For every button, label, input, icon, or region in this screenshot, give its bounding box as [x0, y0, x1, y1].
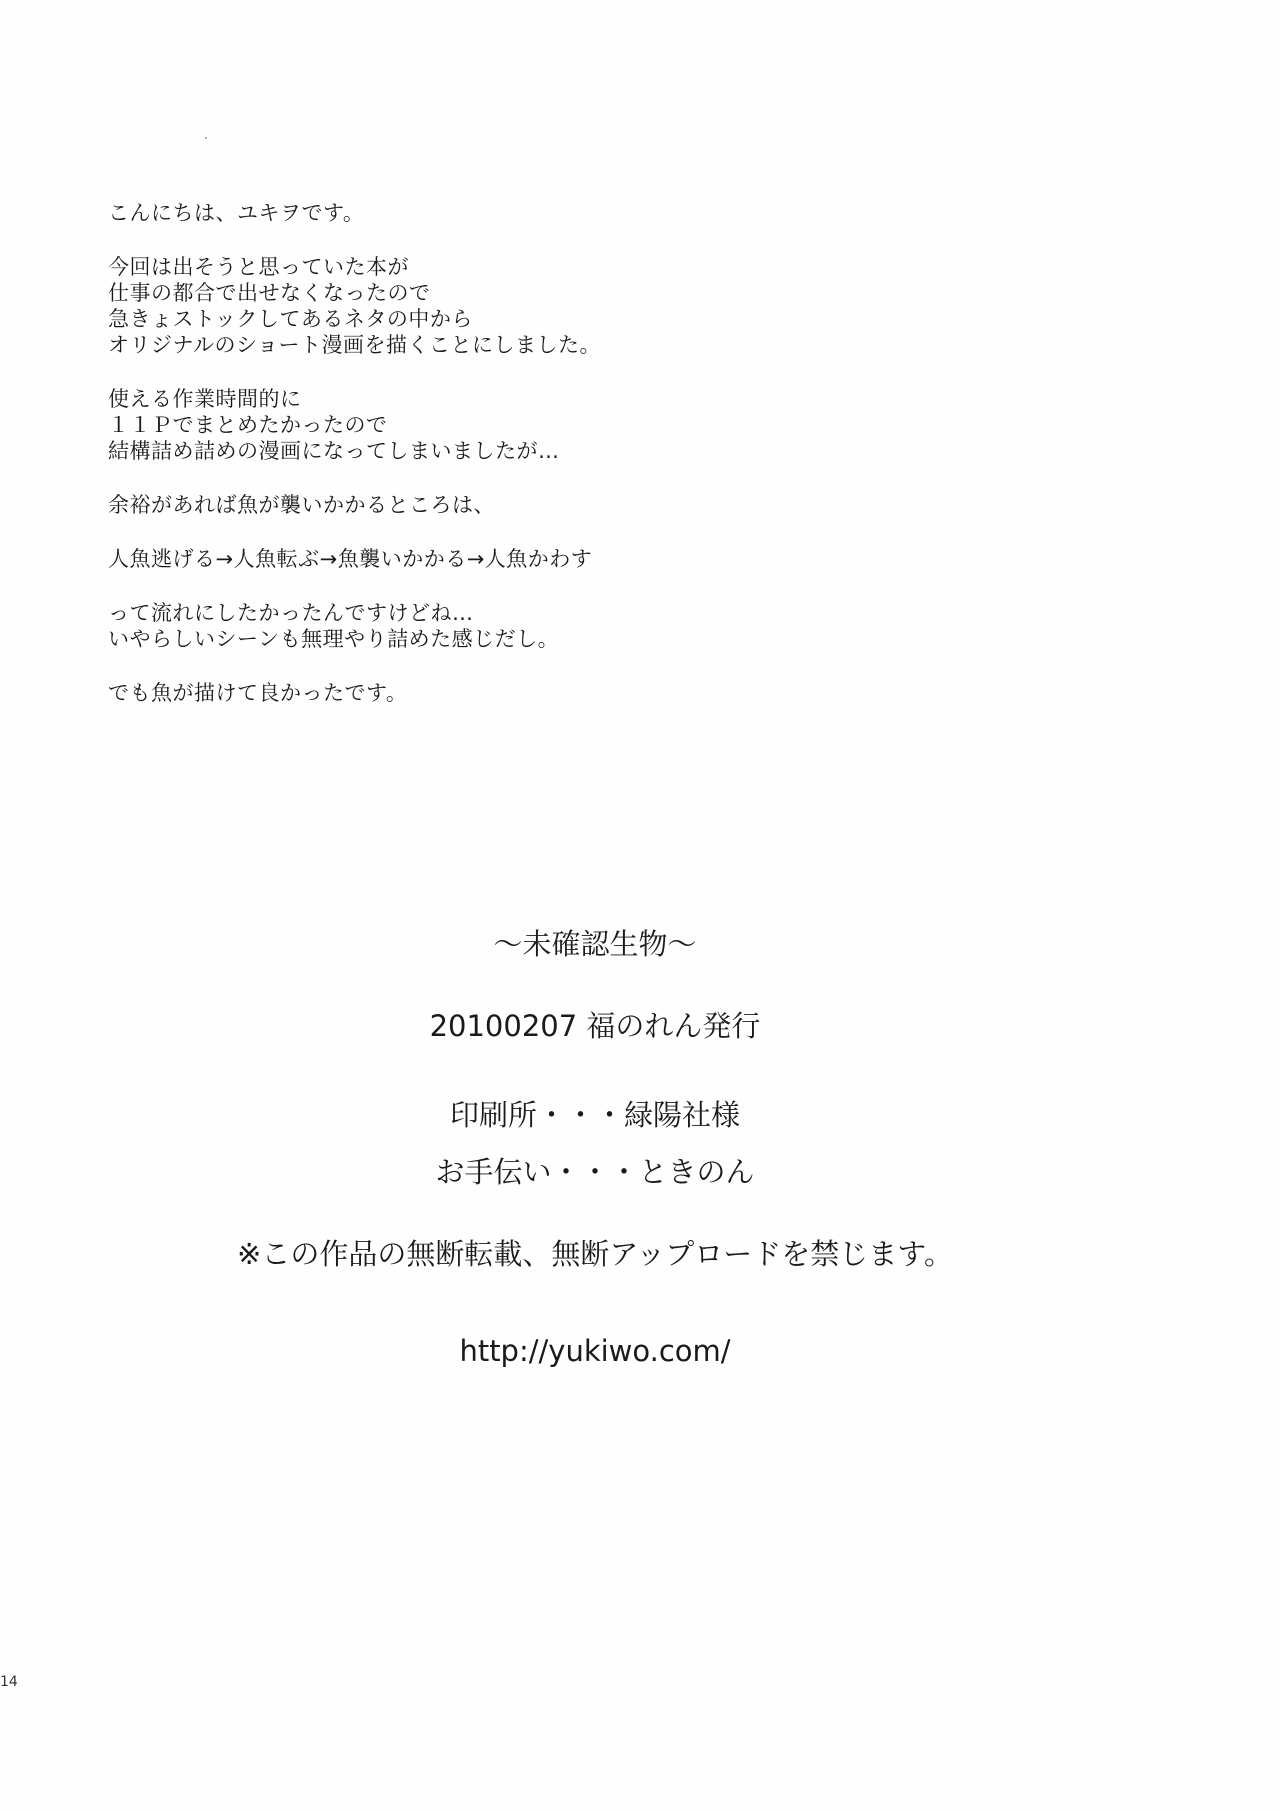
afterword-paragraph	[108, 680, 1008, 706]
afterword-paragraph	[108, 546, 1008, 572]
afterword-text	[108, 200, 1008, 734]
copyright-notice: ※この作品の無断転載、無断アップロードを禁じます。	[237, 1237, 953, 1271]
book-title: ～未確認生物～	[493, 927, 697, 961]
website-url: http://yukiwo.com/	[459, 1334, 731, 1368]
page-number: 14	[0, 1674, 18, 1690]
printer-credit: 印刷所・・・緑陽社様	[449, 1098, 740, 1132]
assistant-credit: お手伝い・・・ときのん	[435, 1155, 755, 1189]
afterword-line: １１Ｐでまとめたかったので	[108, 413, 388, 437]
afterword-paragraph	[108, 600, 1008, 652]
afterword-line: こんにちは、ユキヲです。	[108, 201, 365, 225]
afterword-line: 結構詰め詰めの漫画になってしまいましたが…	[108, 439, 560, 463]
afterword-line: 使える作業時間的に	[108, 387, 302, 411]
afterword-line: いやらしいシーンも無理やり詰めた感じだし。	[108, 627, 560, 651]
afterword-line: でも魚が描けて良かったです。	[108, 681, 408, 705]
afterword-line: 仕事の都合で出せなくなったので	[108, 281, 431, 305]
afterword-line: 余裕があれば魚が襲いかかるところは、	[108, 493, 495, 517]
afterword-paragraph	[108, 492, 1008, 518]
issue-date: 20100207 福のれん発行	[429, 1009, 761, 1043]
afterword-line: って流れにしたかったんですけどね…	[108, 601, 474, 625]
afterword-line: 今回は出そうと思っていた本が	[108, 255, 409, 279]
afterword-paragraph	[108, 254, 1008, 358]
scan-speck	[205, 137, 207, 139]
afterword-paragraph	[108, 386, 1008, 464]
afterword-paragraph	[108, 200, 1008, 226]
afterword-line: オリジナルのショート漫画を描くことにしました。	[108, 333, 602, 357]
afterword-line: 人魚逃げる→人魚転ぶ→魚襲いかかる→人魚かわす	[108, 547, 593, 571]
afterword-line: 急きょストックしてあるネタの中から	[108, 307, 473, 331]
